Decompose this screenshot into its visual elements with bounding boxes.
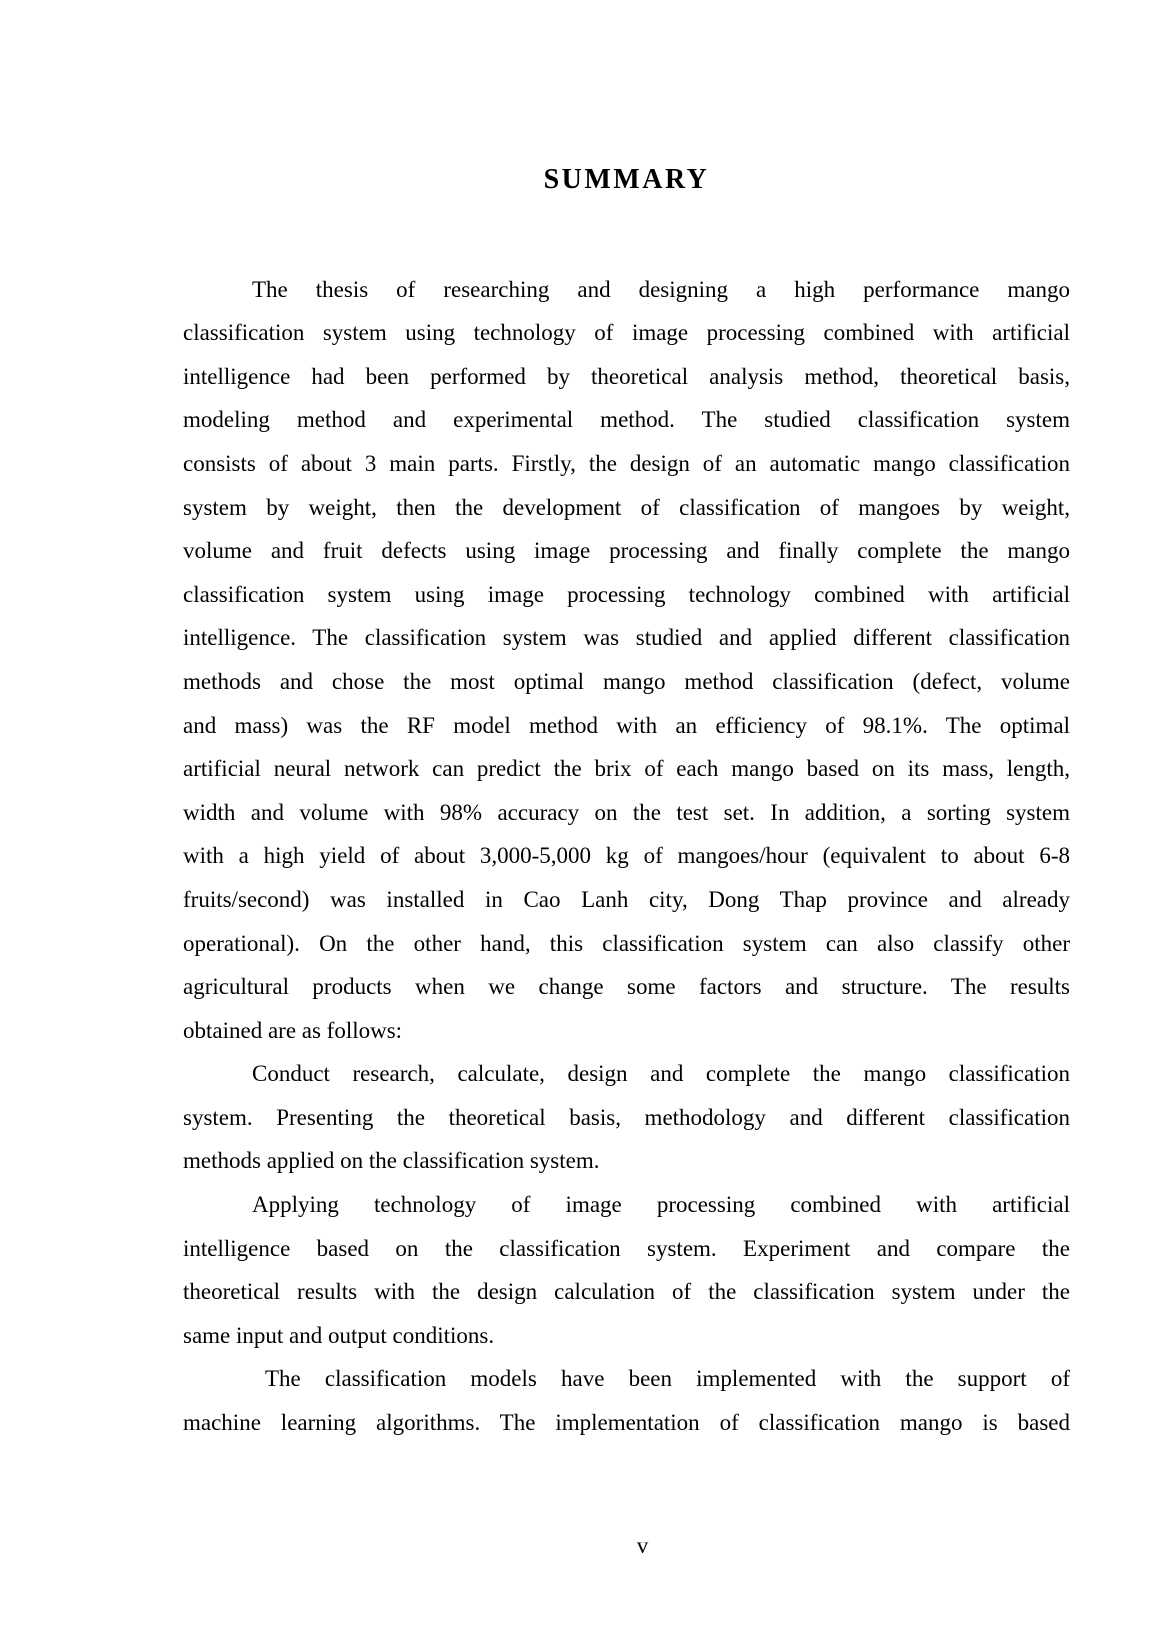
text-line: Conduct research, calculate, design and complete the mango classification — [252, 1061, 1070, 1087]
text-line: same input and output conditions. — [183, 1322, 495, 1348]
text-line: methods applied on the classification system. — [183, 1148, 600, 1174]
paragraph — [183, 268, 1070, 1053]
paragraph — [183, 1183, 1070, 1357]
text-line: intelligence had been performed by theoretical analysis method, theoretical basis, — [183, 363, 1070, 389]
paragraph — [183, 1052, 1070, 1183]
text-line: machine learning algorithms. The implementation of classification mango is based — [183, 1410, 1070, 1436]
text-line: intelligence based on the classification system. Experiment and compare the — [183, 1235, 1070, 1261]
page-number: v — [636, 1533, 649, 1558]
text-line: volume and fruit defects using image processing and finally complete the mango — [183, 538, 1070, 564]
text-line: intelligence. The classification system was studied and applied different classification — [183, 625, 1070, 651]
text-line: width and volume with 98% accuracy on the test set. In addition, a sorting system — [183, 799, 1070, 825]
text-line: theoretical results with the design calculation of the classification system under the — [183, 1279, 1070, 1305]
document-body — [183, 268, 1070, 1445]
text-line: and mass) was the RF model method with an efficiency of 98.1%. The optimal — [183, 712, 1070, 738]
text-line: artificial neural network can predict the brix of each mango based on its mass, length, — [183, 756, 1070, 782]
text-line: Applying technology of image processing combined with artificial — [252, 1192, 1070, 1218]
text-line: system by weight, then the development of classification of mangoes by weight, — [183, 494, 1070, 520]
text-line: classification system using image processing technology combined with artificial — [183, 581, 1070, 607]
text-line: agricultural products when we change some factors and structure. The results — [183, 974, 1070, 1000]
paragraph — [183, 1357, 1070, 1444]
text-line: fruits/second) was installed in Cao Lanh city, Dong Thap province and already — [183, 886, 1070, 912]
text-line: The classification models have been implemented with the support of — [265, 1366, 1070, 1392]
text-line: methods and chose the most optimal mango method classification (defect, volume — [183, 668, 1070, 694]
text-line: operational). On the other hand, this classification system can also classify other — [183, 930, 1070, 956]
page-title: SUMMARY — [543, 164, 710, 195]
text-line: consists of about 3 main parts. Firstly, the design of an automatic mango classification — [183, 450, 1070, 476]
text-line: classification system using technology of image processing combined with artificial — [183, 320, 1070, 346]
text-line: obtained are as follows: — [183, 1017, 403, 1043]
text-line: system. Presenting the theoretical basis, methodology and different classification — [183, 1104, 1070, 1130]
text-line: The thesis of researching and designing a high performance mango — [252, 276, 1070, 302]
text-line: with a high yield of about 3,000-5,000 kg of mangoes/hour (equivalent to about 6-8 — [183, 843, 1070, 869]
text-line: modeling method and experimental method. The studied classification system — [183, 407, 1070, 433]
